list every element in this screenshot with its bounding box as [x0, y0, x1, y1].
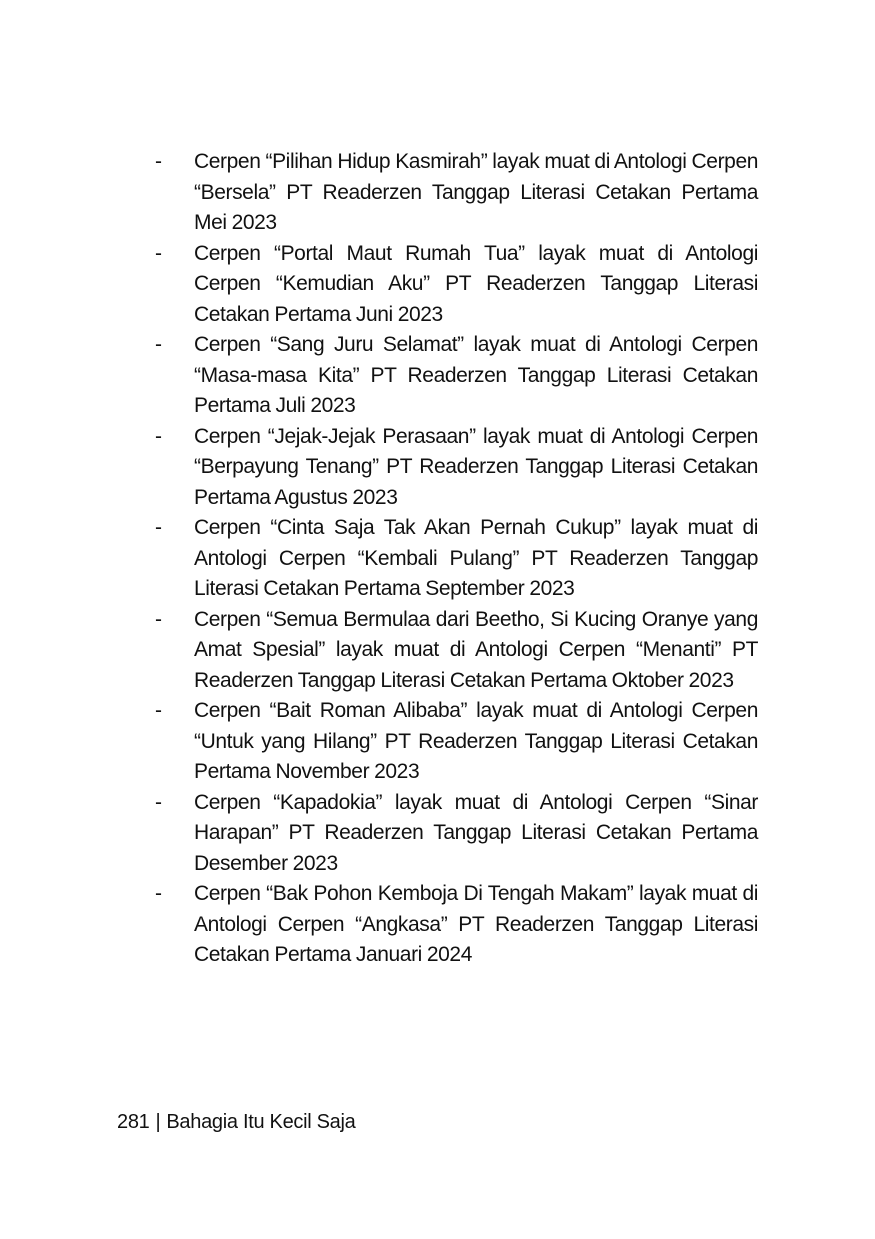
list-item-text: Cerpen “Sang Juru Selamat” layak muat di Antologi Cerpen “Masa-masa Kita” PT Readerzen Tanggap Literasi Cetakan Pertama Juli 2023 — [194, 333, 758, 417]
list-item-text: Cerpen “Bait Roman Alibaba” layak muat di Antologi Cerpen “Untuk yang Hilang” PT Readerzen Tanggap Literasi Cetakan Pertama November 2023 — [194, 699, 758, 783]
bullet-dash: - — [155, 333, 162, 356]
list-item-text: Cerpen “Cinta Saja Tak Akan Pernah Cukup” layak muat di Antologi Cerpen “Kembali Pulang” PT Readerzen Tanggap Literasi Cetakan Pertama September 2023 — [194, 516, 758, 600]
book-title: Bahagia Itu Kecil Saja — [166, 1111, 356, 1133]
list-item-text: Cerpen “Portal Maut Rumah Tua” layak muat di Antologi Cerpen “Kemudian Aku” PT Readerzen Tanggap Literasi Cetakan Pertama Juni 2023 — [194, 241, 758, 326]
list-item — [152, 605, 758, 697]
list-item — [152, 330, 758, 422]
list-item — [152, 147, 758, 239]
bullet-dash: - — [155, 241, 162, 265]
page-number: 281 — [117, 1111, 150, 1133]
list-item-text: Cerpen “Kapadokia” layak muat di Antologi Cerpen “Sinar Harapan” PT Readerzen Tanggap Literasi Cetakan Pertama Desember 2023 — [194, 790, 758, 875]
list-item — [152, 513, 758, 605]
list-item — [152, 239, 758, 331]
bullet-dash: - — [155, 699, 162, 722]
page-footer — [117, 1108, 355, 1136]
list-item — [152, 879, 758, 971]
list-item — [152, 788, 758, 880]
list-item-text: Cerpen “Bak Pohon Kemboja Di Tengah Makam” layak muat di Antologi Cerpen “Angkasa” PT Readerzen Tanggap Literasi Cetakan Pertama Januari 2024 — [194, 882, 758, 966]
bullet-dash: - — [155, 882, 162, 905]
bullet-dash: - — [155, 607, 162, 631]
list-item-text: Cerpen “Semua Bermulaa dari Beetho, Si Kucing Oranye yang Amat Spesial” layak muat di Antologi Cerpen “Menanti” PT Readerzen Tanggap Literasi Cetakan Pertama Oktober 2023 — [194, 607, 758, 692]
publication-list — [152, 147, 758, 971]
list-item — [152, 696, 758, 788]
list-item-text: Cerpen “Jejak-Jejak Perasaan” layak muat di Antologi Cerpen “Berpayung Tenang” PT Readerzen Tanggap Literasi Cetakan Pertama Agustus 2023 — [194, 424, 758, 509]
footer-separator: | — [155, 1111, 161, 1133]
list-item — [152, 422, 758, 514]
list-item-text: Cerpen “Pilihan Hidup Kasmirah” layak muat di Antologi Cerpen “Bersela” PT Readerzen Tanggap Literasi Cetakan Pertama Mei 2023 — [194, 150, 758, 234]
bullet-dash: - — [155, 516, 162, 539]
bullet-dash: - — [155, 150, 162, 173]
bullet-dash: - — [155, 790, 162, 814]
bullet-dash: - — [155, 424, 162, 448]
